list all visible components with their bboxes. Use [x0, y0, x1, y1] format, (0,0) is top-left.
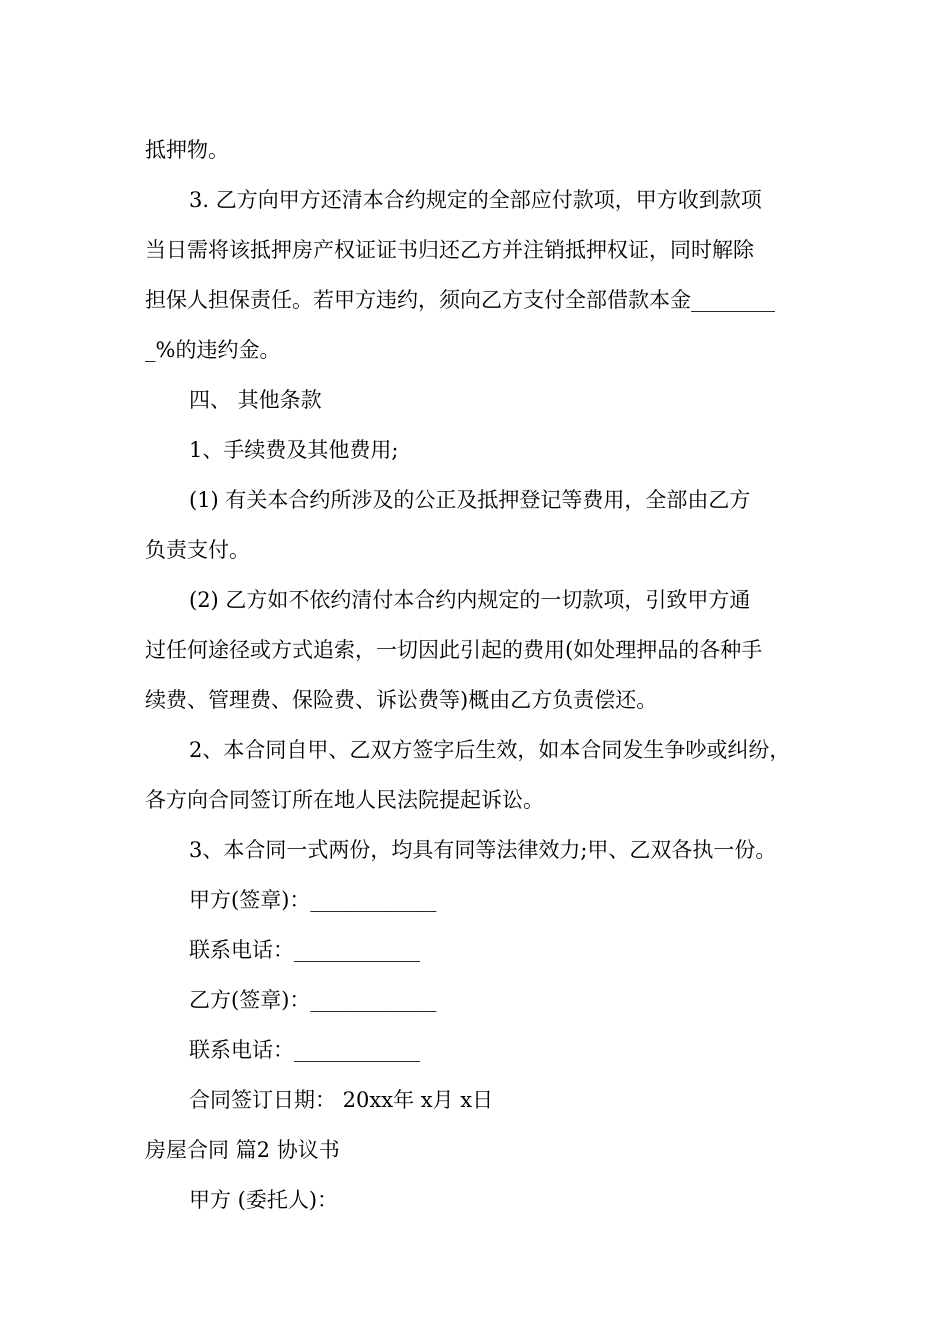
text-line: 续费、管理费、保险费、诉讼费等)概由乙方负责偿还。 [145, 688, 658, 712]
phone-line-party-a: 联系电话：____________ [189, 938, 420, 962]
text-line: 抵押物。 [145, 138, 229, 162]
signature-line-party-b: 乙方(签章)：____________ [189, 988, 437, 1012]
signature-line-party-a: 甲方(签章)：____________ [189, 888, 437, 912]
text-line: (2) 乙方如不依约清付本合约内规定的一切款项，引致甲方通 [189, 588, 751, 612]
text-line: 各方向合同签订所在地人民法院提起诉讼。 [145, 788, 544, 812]
section-heading: 四、 其他条款 [189, 388, 322, 412]
text-line: _%的违约金。 [145, 338, 281, 362]
signing-date-line: 合同签订日期： 20xx年 x月 x日 [189, 1088, 494, 1112]
phone-line-party-b: 联系电话：____________ [189, 1038, 420, 1062]
text-line: (1) 有关本合约所涉及的公正及抵押登记等费用，全部由乙方 [189, 488, 751, 512]
text-line: 3. 乙方向甲方还清本合约规定的全部应付款项，甲方收到款项 [189, 188, 762, 212]
text-line: 2、本合同自甲、乙双方签字后生效，如本合同发生争吵或纠纷， [189, 738, 791, 762]
text-line: 当日需将该抵押房产权证证书归还乙方并注销抵押权证，同时解除 [145, 238, 754, 262]
text-line: 甲方 (委托人)： [189, 1188, 339, 1212]
text-line: 负责支付。 [145, 538, 250, 562]
text-line: 过任何途径或方式追索，一切因此引起的费用(如处理押品的各种手 [145, 638, 763, 662]
text-line: 担保人担保责任。若甲方违约，须向乙方支付全部借款本金________ [145, 288, 775, 312]
section-title: 房屋合同 篇2 协议书 [145, 1138, 340, 1162]
text-line: 3、本合同一式两份，均具有同等法律效力;甲、乙双各执一份。 [189, 838, 777, 862]
text-line: 1、手续费及其他费用; [189, 438, 399, 462]
